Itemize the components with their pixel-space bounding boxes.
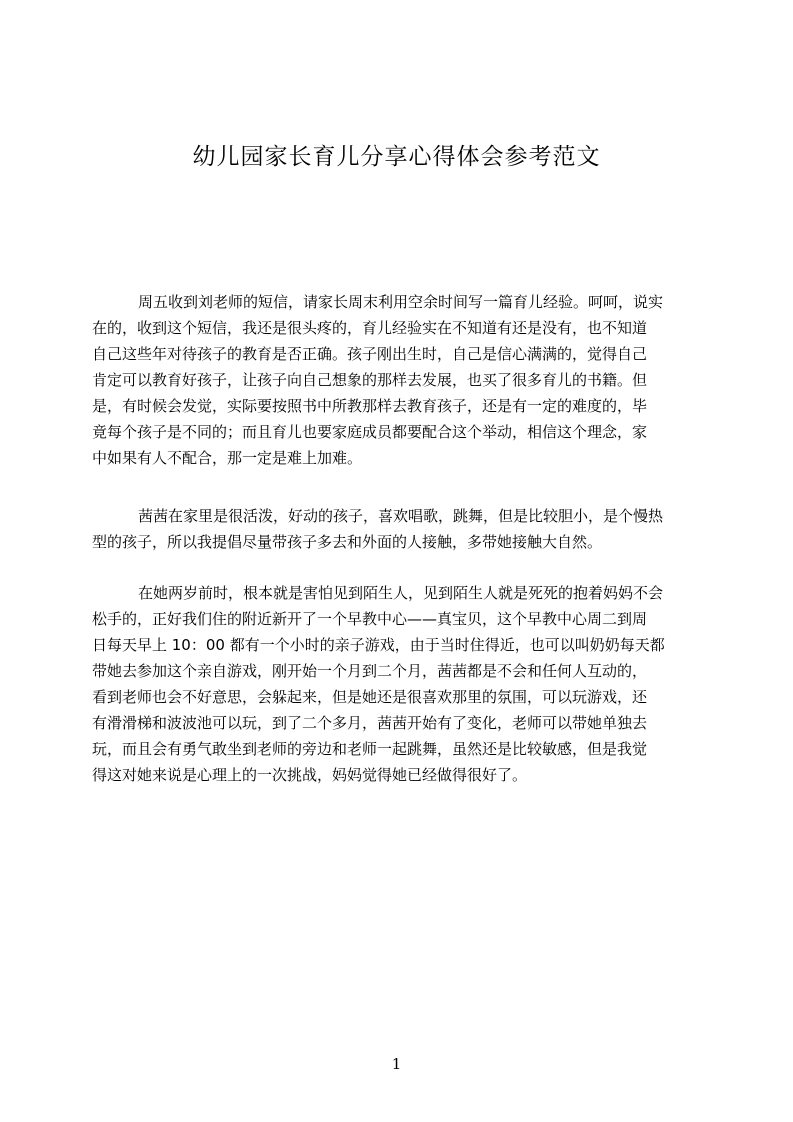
text-line: 是，有时候会发觉，实际要按照书中所教那样去教育孩子，还是有一定的难度的，毕 (92, 397, 648, 415)
text-line: 自己这些年对待孩子的教育是否正确。孩子刚出生时，自己是信心满满的，觉得自己 (92, 345, 648, 363)
text-line: 型的孩子，所以我提倡尽量带孩子多去和外面的人接触，多带她接触大自然。 (92, 533, 603, 551)
text-line: 茜茜在家里是很活泼，好动的孩子，喜欢唱歌，跳舞，但是比较胆小，是个慢热 (138, 507, 664, 525)
text-line: 有滑滑梯和波波池可以玩，到了二个多月，茜茜开始有了变化，老师可以带她单独去 (92, 714, 648, 732)
paragraph-3 (92, 580, 701, 788)
text-line: 在她两岁前时，根本就是害怕见到陌生人，见到陌生人就是死死的抱着妈妈不会 (138, 584, 664, 602)
paragraph-2 (92, 503, 701, 555)
paragraph-1 (92, 289, 701, 471)
text-line: 日每天早上 10：00 都有一个小时的亲子游戏，由于当时住得近，也可以叫奶奶每天都 (92, 636, 665, 654)
page-number: 1 (391, 1055, 402, 1073)
text-line: 竟每个孩子是不同的；而且育儿也要家庭成员都要配合这个举动，相信这个理念，家 (92, 423, 648, 441)
page-title: 幼儿园家长育儿分享心得体会参考范文 (192, 144, 601, 170)
text-line: 玩，而且会有勇气敢坐到老师的旁边和老师一起跳舞，虽然还是比较敏感，但是我觉 (92, 740, 648, 758)
text-line: 周五收到刘老师的短信，请家长周末利用空余时间写一篇育儿经验。呵呵，说实 (138, 293, 664, 311)
text-line: 看到老师也会不好意思，会躲起来，但是她还是很喜欢那里的氛围，可以玩游戏，还 (92, 688, 648, 706)
text-line: 得这对她来说是心理上的一次挑战，妈妈觉得她已经做得很好了。 (92, 766, 528, 784)
text-line: 中如果有人不配合，那一定是难上加难。 (92, 449, 363, 467)
text-line: 在的，收到这个短信，我还是很头疼的，育儿经验实在不知道有还是没有，也不知道 (92, 319, 648, 337)
text-line: 肯定可以教育好孩子，让孩子向自己想象的那样去发展，也买了很多育儿的书籍。但 (92, 371, 648, 389)
text-line: 松手的，正好我们住的附近新开了一个早教中心——真宝贝，这个早教中心周二到周 (92, 610, 648, 628)
text-line: 带她去参加这个亲自游戏，刚开始一个月到二个月，茜茜都是不会和任何人互动的， (92, 662, 648, 680)
